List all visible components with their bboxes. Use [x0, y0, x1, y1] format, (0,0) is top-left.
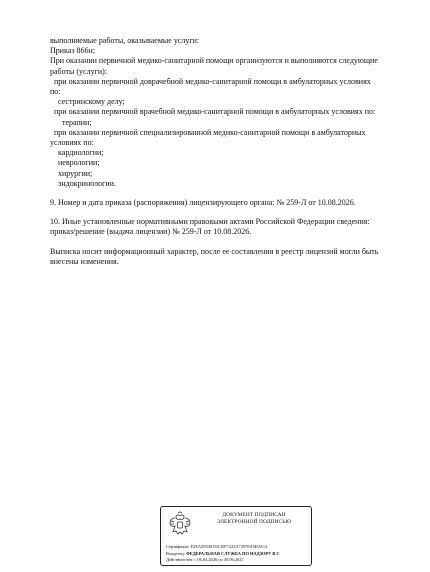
- text-line: неврологии;: [58, 158, 100, 168]
- signature-details: [166, 544, 312, 564]
- note-line-2: внесены изменения.: [50, 256, 119, 266]
- item-9: 9. Номер и дата приказа (распоряжения) лицензирующего органа: № 259-Л от 10.08.2026.: [50, 198, 356, 208]
- note-line-1: Выписка носит информационный характер, после ее составления в реестр лицензий могли быть: [50, 246, 379, 256]
- text-line: эндокринологии.: [58, 178, 116, 188]
- text-line: при оказании первичной специализированной медико-санитарной помощи в амбулаторных: [54, 127, 366, 137]
- text-line: по:: [50, 87, 61, 97]
- validity-value: с 06.04.2026 по 30.06.2027: [194, 557, 244, 563]
- owner-row: [166, 551, 312, 558]
- text-line: условиях по:: [50, 138, 94, 148]
- item-10-line-2: приказ/решение (выдача лицензии) № 259-Л от 10.08.2026.: [50, 227, 252, 237]
- item-10-line-1: 10. Иные установленные нормативными правовыми актами Российской Федерации сведения:: [50, 217, 370, 227]
- signature-heading: [199, 512, 309, 526]
- owner-label: Владелец:: [166, 550, 185, 556]
- text-line: работы (услуги):: [50, 66, 108, 76]
- signature-heading-line-2: ЭЛЕКТРОННОЙ ПОДПИСЬЮ: [216, 519, 292, 525]
- text-line: хирургии;: [58, 168, 93, 178]
- electronic-signature-stamp: [160, 506, 312, 566]
- text-line: кардиологии;: [58, 148, 104, 158]
- document-body: [50, 0, 410, 267]
- text-line: терапии;: [62, 117, 92, 127]
- signature-heading-line-1: ДОКУМЕНТ ПОДПИСАН: [222, 512, 286, 518]
- validity-row: [166, 557, 312, 564]
- text-line: выполняемые работы, оказываемые услуги:: [50, 36, 200, 45]
- certificate-label: Сертификат:: [166, 544, 190, 549]
- text-line: При оказании первичной медико-санитарной помощи организуются и выполняются следующие: [50, 56, 378, 66]
- certificate-value: F2EA5954818A35F7222A72978A5E0A12: [190, 544, 268, 549]
- validity-label: Действителен:: [166, 557, 194, 563]
- double-headed-eagle-emblem-icon: [167, 511, 193, 539]
- text-line: сестринскому делу;: [58, 97, 125, 107]
- certificate-row: [166, 544, 312, 551]
- text-line: Приказ 866н;: [50, 46, 96, 56]
- text-line: при оказании первичной доврачебной медико-санитарной помощи в амбулаторных условиях: [54, 76, 371, 86]
- text-line: при оказании первичной врачебной медико-санитарной помощи в амбулаторных условиях по:: [54, 107, 376, 117]
- owner-value: ФЕДЕРАЛЬНАЯ СЛУЖБА ПО НАДЗОРУ В С: [186, 550, 280, 556]
